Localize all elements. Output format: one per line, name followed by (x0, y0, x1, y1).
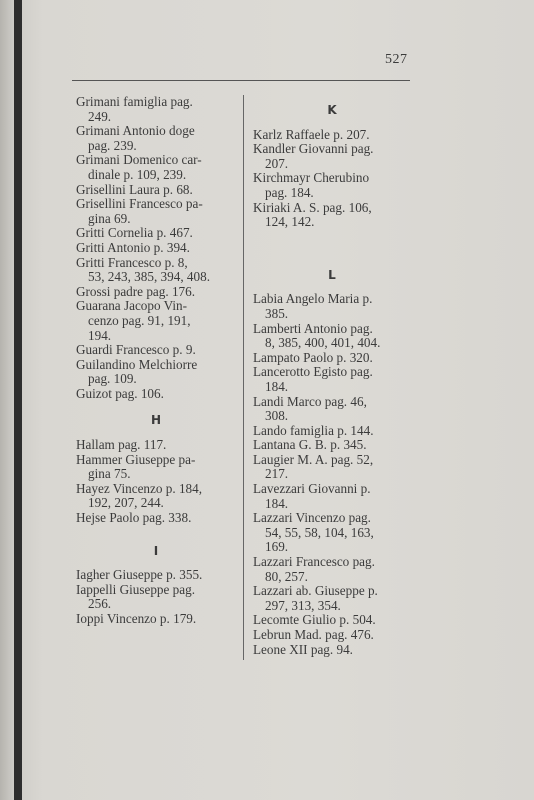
index-entry (253, 142, 411, 171)
index-entry-line: pag. 109. (88, 371, 137, 387)
index-entry-line: Lando famiglia p. 144. (253, 422, 374, 438)
column-divider (243, 95, 244, 660)
index-entry-line: 53, 243, 385, 394, 408. (88, 269, 210, 285)
index-entry-line: Lancerotto Egisto pag. (253, 364, 373, 380)
section-spacer (76, 526, 236, 536)
index-entry-line: Guizot pag. 106. (76, 385, 164, 401)
index-entry-line: Hallam pag. 117. (76, 437, 167, 453)
index-entry-line: Lecomte Giulio p. 504. (253, 612, 376, 628)
index-entry (253, 438, 411, 453)
index-entry-line: Labia Angelo Maria p. (253, 291, 373, 307)
index-entry-line: Lazzari Vincenzo pag. (253, 510, 371, 526)
index-entry (76, 482, 236, 511)
index-entry-line: 194. (88, 327, 112, 343)
index-entry (76, 241, 236, 256)
index-entry-line: pag. 239. (88, 137, 137, 153)
section-letter-heading: L (328, 267, 336, 282)
index-entry (253, 395, 411, 424)
index-entry (76, 583, 236, 612)
index-entry (253, 584, 411, 613)
index-entry-line: 54, 55, 58, 104, 163, (265, 524, 374, 540)
index-entry (76, 197, 236, 226)
index-entry (76, 343, 236, 358)
index-entry (253, 628, 411, 643)
index-entry (253, 365, 411, 394)
index-entry-line: Hayez Vincenzo p. 184, (76, 480, 203, 496)
index-entry (76, 95, 236, 124)
index-entry-line: Hammer Giuseppe pa- (76, 451, 196, 467)
index-entry-line: Grossi padre pag. 176. (76, 283, 196, 299)
index-entry-line: 169. (265, 539, 289, 555)
index-entry-line: 308. (265, 408, 289, 424)
index-entry-line: 184. (265, 378, 289, 394)
index-entry-line: Iappelli Giuseppe pag. (76, 581, 196, 597)
index-entry (253, 453, 411, 482)
index-entry (76, 124, 236, 153)
index-entry (253, 322, 411, 351)
index-entry (253, 555, 411, 584)
index-entry-line: Grisellini Francesco pa- (76, 196, 203, 212)
index-entry-line: gina 69. (88, 210, 131, 226)
index-entry (76, 183, 236, 198)
index-entry-line: Gritti Cornelia p. 467. (76, 225, 193, 241)
index-entry (253, 292, 411, 321)
header-rule (72, 80, 410, 81)
section-spacer (253, 230, 411, 260)
index-entry-line: Karlz Raffaele p. 207. (253, 126, 370, 142)
index-entry-line: 192, 207, 244. (88, 495, 164, 511)
index-entry-line: Guilandino Melchiorre (76, 356, 198, 372)
index-entry (76, 285, 236, 300)
index-entry-line: Iagher Giuseppe p. 355. (76, 567, 203, 583)
index-entry-line: Guardi Francesco p. 9. (76, 342, 196, 358)
index-column-left (76, 95, 236, 627)
index-entry (253, 643, 411, 658)
index-entry-line: Lampato Paolo p. 320. (253, 349, 373, 365)
index-entry-line: Grimani Domenico car- (76, 152, 202, 168)
index-entry-line: Hejse Paolo pag. 338. (76, 510, 192, 526)
index-entry-line: Lazzari ab. Giuseppe p. (253, 583, 378, 599)
index-entry-line: Kandler Giovanni pag. (253, 141, 374, 157)
index-entry-line: 80, 257. (265, 568, 308, 584)
index-entry (76, 453, 236, 482)
index-entry (76, 153, 236, 182)
index-entry-line: gina 75. (88, 466, 131, 482)
index-entry-line: 217. (265, 466, 289, 482)
index-entry (253, 613, 411, 628)
index-entry-line: Kirchmayr Cherubino (253, 170, 370, 186)
index-entry-line: Grimani famiglia pag. (76, 94, 193, 109)
index-entry (253, 482, 411, 511)
section-letter-heading: I (153, 543, 159, 558)
index-entry (253, 171, 411, 200)
index-entry (253, 201, 411, 230)
index-entry (76, 387, 236, 402)
index-entry (76, 256, 236, 285)
index-entry-line: dinale p. 109, 239. (88, 166, 187, 182)
section-letter-heading: K (327, 103, 337, 117)
index-entry-line: Gritti Antonio p. 394. (76, 239, 190, 255)
index-entry-line: Lazzari Francesco pag. (253, 554, 375, 570)
index-entry-line: Landi Marco pag. 46, (253, 393, 367, 409)
index-entry-line: cenzo pag. 91, 191, (88, 312, 191, 328)
index-entry-line: 207. (265, 155, 289, 171)
index-entry-line: Lebrun Mad. pag. 476. (253, 627, 374, 642)
index-entry (76, 612, 236, 627)
index-entry-line: Guarana Jacopo Vin- (76, 298, 188, 314)
page-number: 527 (385, 52, 408, 67)
index-entry-line: Grisellini Laura p. 68. (76, 181, 193, 197)
section-spacer (76, 401, 236, 405)
book-binding-edge (14, 0, 22, 800)
index-entry (253, 351, 411, 366)
index-entry-line: pag. 184. (265, 184, 314, 200)
index-entry-line: 184. (265, 495, 289, 511)
index-entry (253, 511, 411, 555)
index-entry-line: Lamberti Antonio pag. (253, 320, 373, 336)
index-entry (76, 358, 236, 387)
index-entry (253, 424, 411, 439)
index-entry (76, 511, 236, 526)
index-entry-line: Grimani Antonio doge (76, 123, 195, 139)
index-entry-line: 8, 385, 400, 401, 404. (265, 335, 381, 351)
index-entry (76, 438, 236, 453)
index-entry-line: 297, 313, 354. (265, 597, 341, 613)
index-entry (253, 128, 411, 143)
index-entry-line: Lantana G. B. p. 345. (253, 437, 367, 453)
index-entry-line: 124, 142. (265, 214, 315, 230)
index-entry-line: 249. (88, 108, 112, 124)
index-entry-line: 385. (265, 305, 289, 321)
index-entry-line: Lavezzari Giovanni p. (253, 481, 371, 497)
index-entry-line: 256. (88, 596, 112, 612)
index-entry-line: Leone XII pag. 94. (253, 641, 353, 657)
index-entry-line: Gritti Francesco p. 8, (76, 254, 188, 270)
index-entry (76, 299, 236, 343)
page-gutter-shadow (0, 0, 14, 800)
index-entry (76, 568, 236, 583)
index-entry (76, 226, 236, 241)
index-entry-line: Kiriaki A. S. pag. 106, (253, 199, 372, 215)
section-letter-heading: H (150, 413, 162, 428)
index-column-right (253, 95, 411, 657)
index-entry-line: Laugier M. A. pag. 52, (253, 451, 374, 467)
index-entry-line: Ioppi Vincenzo p. 179. (76, 611, 197, 626)
